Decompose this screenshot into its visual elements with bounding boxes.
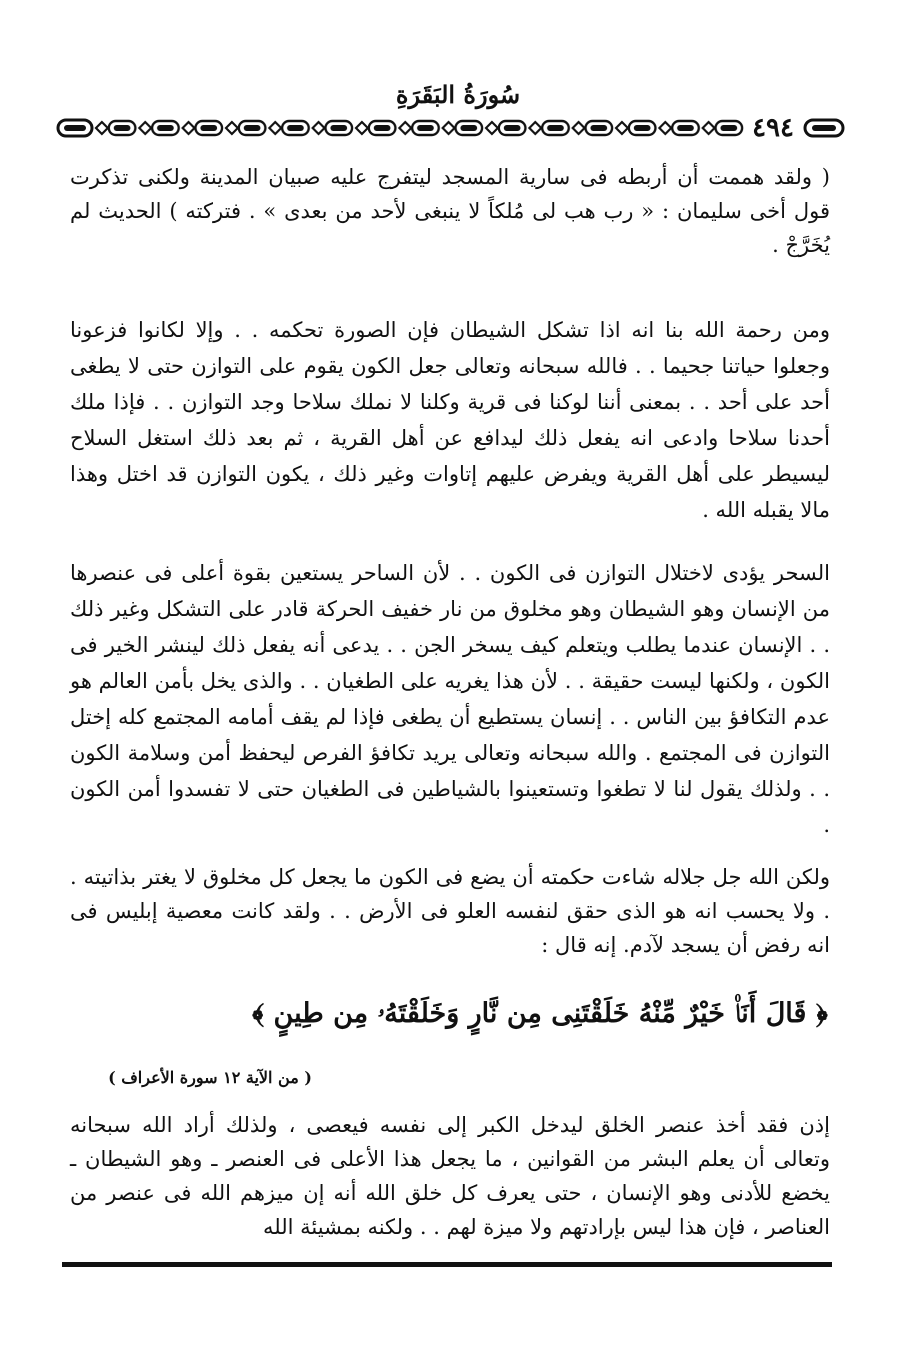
paragraph-hadith: ( ولقد هممت أن أربطه فى سارية المسجد ليتفرج عليه صبيان المدينة ولكنى تذكرت قول أخى سليمان : « رب هب لى مُلكاً لا ينبغى لأحد من بعدى » . فتركته ) الحديث لم يُخَرَّجْ . (70, 165, 830, 257)
verse-reference: ( من الآية ١٢ سورة الأعراف ) (108, 1068, 312, 1087)
header-ornament-row (56, 113, 846, 143)
ornament-right-cap (802, 117, 846, 139)
ornamental-border-band (94, 115, 744, 141)
paragraph-balance: ومن رحمة الله بنا انه اذا تشكل الشيطان فإن الصورة تحكمه . . وإلا لكانوا فزعونا وجعلوا حياتنا جحيما . . فالله سبحانه وتعالى جعل الكون يقوم على التوازن حتى لا يطغى أحد على أحد . . بمعنى أننا لوكنا فى قرية وكلنا لا نملك سلاحا وجد التوازن . . فإذا ملك أحدنا سلاحا وادعى انه يفعل ذلك ليدافع عن أهل القرية ، ثم بعد ذلك استغل السلاح ليسيطر على أهل القرية ويفرض عليهم إتاوات وغير ذلك ، يكون التوازن قد اختل وهذا مالا يقبله الله . (70, 318, 830, 522)
ornament-left-cap (56, 117, 94, 139)
paragraph-iblis: ولكن الله جل جلاله شاءت حكمته أن يضع فى الكون ما يجعل كل مخلوق لا يغتر بذاتيته . . ولا يحسب انه هو الذى حقق لنفسه العلو فى الأرض . . ولقد كانت معصية إبليس فى انه رفض أن يسجد لآدم. إنه قال : (70, 865, 830, 957)
page-number: ٤٩٤ (752, 113, 794, 143)
surah-title: سُورَةُ البَقَرَةِ (395, 80, 521, 109)
paragraph-sorcery: السحر يؤدى لاختلال التوازن فى الكون . . لأن الساحر يستعين بقوة أعلى فى عنصرها من الإنسان وهو الشيطان وهو مخلوق من نار خفيف الحركة قادر على التشكل وغير ذلك . . الإنسان عندما يطلب ويتعلم كيف يسخر الجن . . يدعى أنه يفعل ذلك لينشر الخير فى الكون ، ولكنها ليست حقيقة . . لأن هذا يغريه على الطغيان . . والذى يخل بأمن العالم هو عدم التكافؤ بين الناس . . إنسان يستطيع أن يطغى فإذا لم يقف أمامه المجتمع كله إختل التوازن فى المجتمع . والله سبحانه وتعالى يريد تكافؤ الفرص ليحفظ أمن وسلامة الكون . . ولذلك يقول لنا لا تطغوا وتستعينوا بالشياطين فى الطغيان حتى لا تفسدوا أمن الكون . (70, 561, 830, 837)
paragraph-conclusion: إذن فقد أخذ عنصر الخلق ليدخل الكبر إلى نفسه فيعصى ، ولذلك أراد الله سبحانه وتعالى أن يعلم البشر من القوانين ، ما يجعل هذا الأعلى فى العنصر ـ وهو الشيطان ـ يخضع للأدنى وهو الإنسان ، حتى يعرف كل خلق الله أنه إن ميزهم الله فى عنصر من العناصر ، فإن هذا ليس بإرادتهم ولا ميزة لهم . . ولكنه بمشيئة الله (70, 1113, 830, 1239)
bottom-rule-divider (62, 1262, 832, 1267)
quran-verse: ﴿ قَالَ أَنَا۠ خَيْرٌ مِّنْهُ خَلَقْتَنِى مِن نَّارٍ وَخَلَقْتَهُۥ مِن طِينٍ ﴾ (252, 998, 828, 1029)
